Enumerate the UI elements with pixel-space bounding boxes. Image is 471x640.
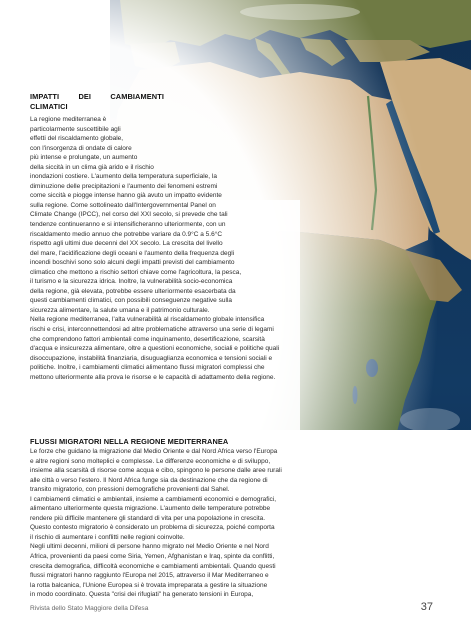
text-line: transito migratorio, con pressioni demografiche provenienti dal Sahel. [30,486,230,494]
text-line: Questo contesto migratorio è considerato un problema di sicurezza, poiché comporta [30,524,275,532]
text-line: diminuzione delle precipitazioni e l'aumento dei fenomeni estremi [30,182,218,190]
text-line: come siccità e piogge intense hanno già avuto un impatto evidente [30,192,222,200]
migration-text [30,447,282,600]
text-line: inondazioni costiere. L'aumento della temperatura superficiale, la [30,173,217,181]
section-heading-migration: FLUSSI MIGRATORI NELLA REGIONE MEDITERRANEA [30,437,229,446]
publication-footer: Rivista dello Stato Maggiore della Difesa [30,605,149,612]
text-line: sulla regione. Come sottolineato dall'Intergovernmental Panel on [30,201,216,209]
text-line: della regione, già elevata, potrebbe essere ulteriormente esacerbata da [30,287,236,295]
text-line: La regione mediterranea è [30,116,107,123]
heading-line: CLIMATICI [30,101,68,111]
text-line: crescita demografica, difficoltà economiche e cambiamenti ambientali. Quando questi [30,562,276,570]
text-line: riscaldamento medio annuo che potrebbe variare da 0.9°C a 5.6°C [30,230,223,238]
text-line: del mare, l'acidificazione degli oceani e l'aumento della frequenza degli [30,249,235,257]
text-line: incendi boschivi sono solo alcuni degli impatti previsti del cambiamento [30,259,235,267]
heading-word: DEI [78,92,92,101]
text-line: climatico che mettono a rischio settori chiave come l'agricoltura, la pesca, [30,268,242,276]
text-line: Africa, provenienti da paesi come Siria, Yemen, Afghanistan e Iraq, spinte da conflitti, [30,553,275,561]
text-line: più intense e prolungate, un aumento [30,154,138,162]
text-line: con l'insorgenza di ondate di calore [30,144,132,152]
text-line: flussi migratori hanno raggiunto l'Europa nel 2015, attraverso il Mar Mediterraneo e [30,572,269,580]
text-line: alimentano ulteriormente questa migrazione. L'aumento delle temperature potrebbe [30,505,271,513]
climate-impacts-text [30,115,279,382]
text-line: Le forze che guidano la migrazione dal Medio Oriente e dal Nord Africa verso l'Europa [30,448,278,455]
text-line: il rischio di aumentare i conflitti nelle regioni coinvolte. [30,533,185,541]
text-line: rischi e crisi, interconnettendosi ad altre problematiche attraverso una serie di legami [30,326,274,334]
text-line: il turismo e la sicurezza idrica. Inoltre, la vulnerabilità socio-economica [30,278,233,286]
text-line: la rotta balcanica, l'Unione Europea si è trovata impreparata a gestire la situazione [30,581,268,589]
heading-word: CAMBIAMENTI [110,92,164,101]
text-line: mettono ulteriormente alla prova le risorse e le capacità di adattamento della regione. [30,373,276,381]
text-line: Negli ultimi decenni, milioni di persone hanno migrato nel Medio Oriente e nel Nord [30,543,269,551]
text-line: in modo coordinato. Questa "crisi dei rifugiati" ha generato tensioni in Europa, [30,591,254,599]
text-line: questi cambiamenti climatici, con possibili conseguenze negative sulla [30,297,232,305]
text-line: della siccità in un clima già arido e il rischio [30,163,154,171]
text-line: I cambiamenti climatici e ambientali, insieme a cambiamenti economici e demografici, [30,495,277,503]
text-line: insieme alla scarsità di risorse come acqua e cibo, spingono le persone dalle aree rurali [30,467,282,475]
text-line: d'acqua e insicurezza alimentare, oltre a questioni economiche, sociali e politiche quali [30,345,280,353]
text-line: rispetto agli ultimi due decenni del XX secolo. La crescita del livello [30,240,223,248]
text-line: effetti del riscaldamento globale, [30,135,124,143]
text-line: alle città o verso l'estero. Il Nord Africa funge sia da destinazione che da regione di [30,476,268,484]
text-line: Nella regione mediterranea, l'alta vulnerabilità al riscaldamento globale intensifica [30,316,265,324]
text-line: particolarmente suscettibile agli [30,125,121,133]
text-line: disoccupazione, instabilità finanziaria, disuguaglianza economica e tensioni sociali e [30,354,273,362]
text-line: Climate Change (IPCC), nel corso del XXI secolo, si prevede che tali [30,211,228,219]
heading-word: IMPATTI [30,92,60,101]
text-line: politiche. Inoltre, i cambiamenti climatici alimentano flussi migratori complessi che [30,364,265,372]
text-line: rendere più difficile mantenere gli standard di vita per una popolazione in crescita. [30,514,266,522]
page-number: 37 [420,601,433,613]
text-line: che comprendono fattori ambientali come inquinamento, desertificazione, scarsità [30,335,265,343]
text-line: e altre regioni sono molteplici e complesse. Le differenze economiche e di sviluppo, [30,457,271,465]
text-line: tendenze continueranno e si intensificheranno ulteriormente, con un [30,221,226,229]
section-heading-climate-impacts [30,92,164,111]
text-line: sicurezza alimentare, la salute umana e il patrimonio culturale. [30,306,210,314]
